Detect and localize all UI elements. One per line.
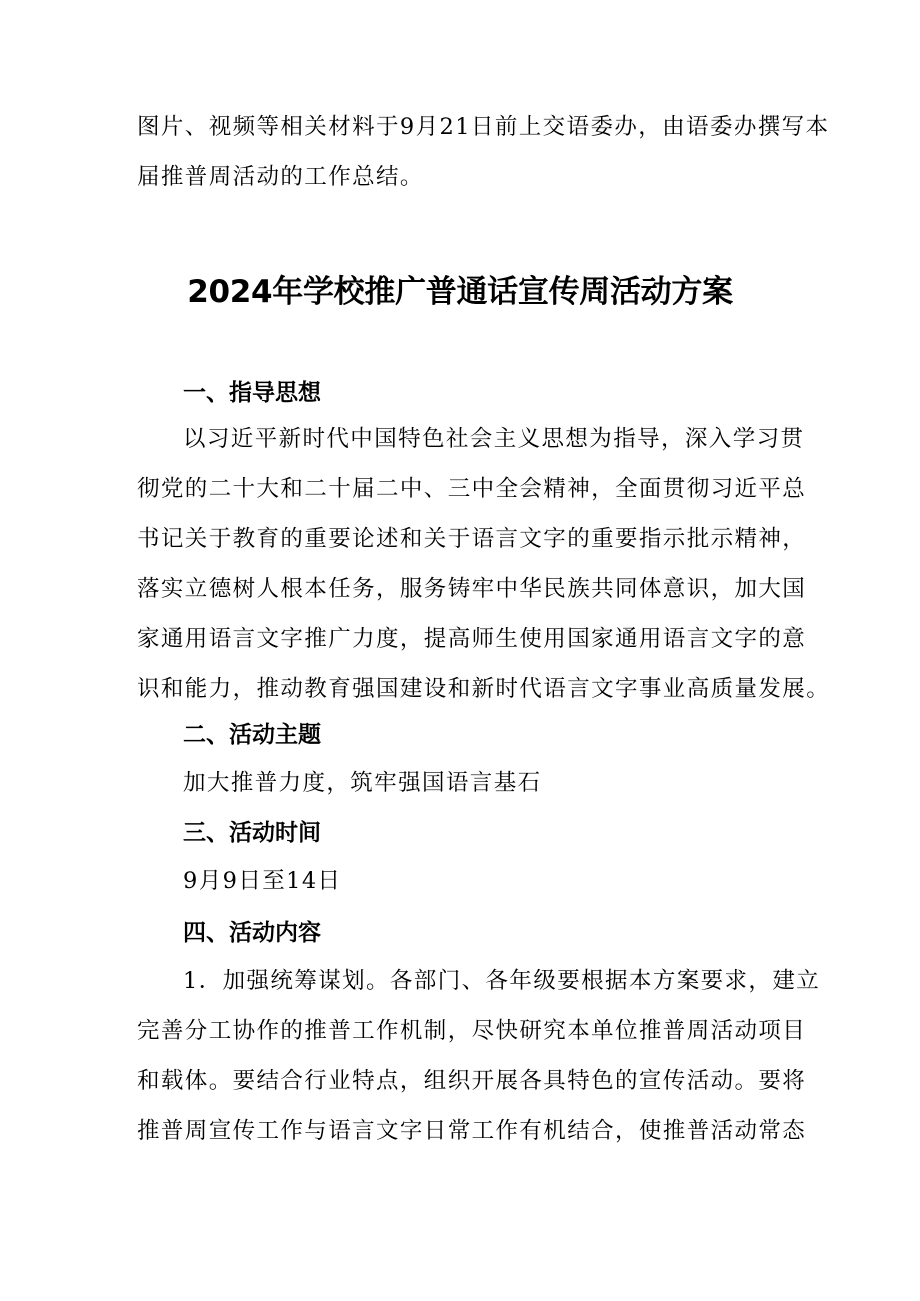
intro-line-1: 图片、视频等相关材料于9月21日前上交语委办，由语委办撰写本 xyxy=(137,114,830,140)
content-line-1: 1．加强统筹谋划。各部门、各年级要根据本方案要求，建立 xyxy=(183,968,821,994)
section-heading-guide: 一、指导思想 xyxy=(183,380,321,406)
section-heading-content: 四、活动内容 xyxy=(183,920,321,946)
guide-line-1: 以习近平新时代中国特色社会主义思想为指导，深入学习贯 xyxy=(183,426,805,452)
guide-line-4: 落实立德树人根本任务，服务铸牢中华民族共同体意识，加大国 xyxy=(137,576,807,602)
guide-line-5: 家通用语言文字推广力度，提高师生使用国家通用语言文字的意 xyxy=(137,626,807,652)
section-heading-time: 三、活动时间 xyxy=(183,820,321,846)
content-line-3: 和载体。要结合行业特点，组织开展各具特色的宣传活动。要将 xyxy=(137,1068,807,1094)
guide-line-2: 彻党的二十大和二十届二中、三中全会精神，全面贯彻习近平总 xyxy=(137,476,807,502)
guide-line-6: 识和能力，推动教育强国建设和新时代语言文字事业高质量发展。 xyxy=(137,676,831,702)
guide-line-3: 书记关于教育的重要论述和关于语言文字的重要指示批示精神， xyxy=(137,526,807,552)
section-heading-theme: 二、活动主题 xyxy=(183,722,321,748)
intro-line-2: 届推普周活动的工作总结。 xyxy=(137,164,424,190)
document-title: 2024年学校推广普通话宣传周活动方案 xyxy=(187,274,733,310)
content-line-2: 完善分工协作的推普工作机制，尽快研究本单位推普周活动项目 xyxy=(137,1018,807,1044)
theme-text: 加大推普力度，筑牢强国语言基石 xyxy=(183,770,542,796)
content-line-4: 推普周宣传工作与语言文字日常工作有机结合，使推普活动常态 xyxy=(137,1118,807,1144)
time-text: 9月9日至14日 xyxy=(183,868,342,894)
